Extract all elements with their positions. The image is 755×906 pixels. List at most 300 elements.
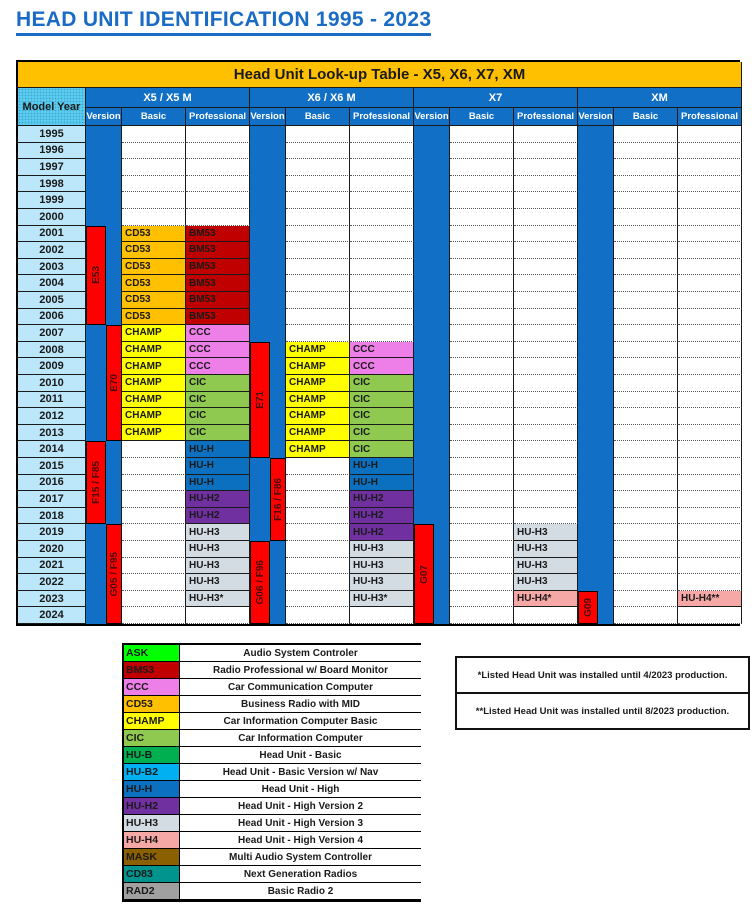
legend-swatch: HU-H2 xyxy=(124,798,180,815)
legend-description: Business Radio with MID xyxy=(180,696,421,713)
empty-cell xyxy=(514,209,578,226)
empty-cell xyxy=(614,574,678,591)
empty-cell xyxy=(678,524,742,541)
empty-cell xyxy=(450,159,514,176)
version-bar xyxy=(270,458,286,541)
unit-cell: HU-H xyxy=(186,458,250,475)
unit-cell: CHAMP xyxy=(286,441,350,458)
empty-cell xyxy=(514,226,578,243)
legend-swatch: HU-H3 xyxy=(124,815,180,832)
empty-cell xyxy=(678,458,742,475)
subheader-basic: Basic xyxy=(286,108,350,126)
empty-cell xyxy=(678,358,742,375)
empty-cell xyxy=(514,425,578,442)
unit-cell: CIC xyxy=(350,392,414,409)
empty-cell xyxy=(514,309,578,326)
legend-description: Head Unit - High Version 4 xyxy=(180,832,421,849)
unit-cell: CCC xyxy=(350,358,414,375)
unit-cell: BM53 xyxy=(186,309,250,326)
model-year-cell: 2001 xyxy=(18,226,86,243)
version-bar-label: G05 / F95 xyxy=(108,551,120,597)
model-year-cell: 2019 xyxy=(18,524,86,541)
empty-cell xyxy=(350,126,414,143)
version-bar-label: G07 xyxy=(418,564,430,584)
group-header-1: X5 / X5 M xyxy=(86,88,250,108)
unit-cell: CHAMP xyxy=(122,392,186,409)
legend-description: Next Generation Radios xyxy=(180,866,421,883)
version-bar xyxy=(250,541,270,624)
unit-cell: BM53 xyxy=(186,275,250,292)
empty-cell xyxy=(350,209,414,226)
group-header-3: X7 xyxy=(414,88,578,108)
empty-cell xyxy=(122,508,186,525)
legend-swatch: CCC xyxy=(124,679,180,696)
unit-cell: HU-H2 xyxy=(350,524,414,541)
unit-cell: CHAMP xyxy=(122,408,186,425)
model-year-cell: 2005 xyxy=(18,292,86,309)
empty-cell xyxy=(286,541,350,558)
empty-cell xyxy=(678,375,742,392)
empty-cell xyxy=(286,292,350,309)
empty-cell xyxy=(122,491,186,508)
empty-cell xyxy=(614,325,678,342)
unit-cell: CHAMP xyxy=(286,392,350,409)
empty-cell xyxy=(514,392,578,409)
empty-cell xyxy=(122,558,186,575)
empty-cell xyxy=(450,292,514,309)
unit-cell: CHAMP xyxy=(122,425,186,442)
table-title: Head Unit Look-up Table - X5, X6, X7, XM xyxy=(18,62,742,88)
empty-cell xyxy=(286,475,350,492)
empty-cell xyxy=(678,607,742,624)
unit-cell: HU-H3 xyxy=(514,541,578,558)
empty-cell xyxy=(614,143,678,160)
model-year-cell: 2024 xyxy=(18,607,86,624)
empty-cell xyxy=(122,591,186,608)
unit-cell: HU-H3 xyxy=(350,574,414,591)
empty-cell xyxy=(286,524,350,541)
version-bar-label: F16 / F86 xyxy=(272,478,284,521)
model-year-cell: 1996 xyxy=(18,143,86,160)
unit-cell: CCC xyxy=(186,358,250,375)
version-bar xyxy=(578,591,598,624)
empty-cell xyxy=(122,159,186,176)
model-year-cell: 2022 xyxy=(18,574,86,591)
empty-cell xyxy=(514,126,578,143)
empty-cell xyxy=(450,491,514,508)
empty-cell xyxy=(350,292,414,309)
empty-cell xyxy=(514,176,578,193)
empty-cell xyxy=(122,607,186,624)
empty-cell xyxy=(286,325,350,342)
empty-cell xyxy=(678,259,742,276)
unit-cell: CCC xyxy=(186,342,250,359)
unit-cell: CHAMP xyxy=(286,375,350,392)
empty-cell xyxy=(514,275,578,292)
empty-cell xyxy=(514,292,578,309)
unit-cell: HU-H2 xyxy=(186,491,250,508)
empty-cell xyxy=(450,375,514,392)
empty-cell xyxy=(286,126,350,143)
empty-cell xyxy=(678,242,742,259)
unit-cell: CIC xyxy=(350,408,414,425)
model-year-cell: 1997 xyxy=(18,159,86,176)
model-year-cell: 1995 xyxy=(18,126,86,143)
model-year-header: Model Year xyxy=(18,88,86,126)
unit-cell: HU-H3 xyxy=(350,541,414,558)
empty-cell xyxy=(286,574,350,591)
empty-cell xyxy=(286,226,350,243)
unit-cell: HU-H3 xyxy=(186,574,250,591)
empty-cell xyxy=(122,458,186,475)
empty-cell xyxy=(678,192,742,209)
unit-cell: CIC xyxy=(186,392,250,409)
version-bar-label: F15 / F85 xyxy=(90,461,102,505)
group-header-2: X6 / X6 M xyxy=(250,88,414,108)
version-column xyxy=(578,126,614,624)
empty-cell xyxy=(122,541,186,558)
model-year-cell: 2012 xyxy=(18,408,86,425)
empty-cell xyxy=(286,259,350,276)
empty-cell xyxy=(614,425,678,442)
empty-cell xyxy=(450,275,514,292)
empty-cell xyxy=(122,475,186,492)
unit-cell: HU-H3 xyxy=(186,524,250,541)
legend-description: Radio Professional w/ Board Monitor xyxy=(180,662,421,679)
empty-cell xyxy=(678,209,742,226)
legend-swatch: HU-B xyxy=(124,747,180,764)
empty-cell xyxy=(678,508,742,525)
model-year-cell: 2020 xyxy=(18,541,86,558)
empty-cell xyxy=(122,143,186,160)
unit-cell: BM53 xyxy=(186,226,250,243)
empty-cell xyxy=(614,159,678,176)
empty-cell xyxy=(614,375,678,392)
model-year-cell: 2021 xyxy=(18,558,86,575)
model-year-cell: 2018 xyxy=(18,508,86,525)
model-year-cell: 2008 xyxy=(18,342,86,359)
unit-cell: HU-H3 xyxy=(186,541,250,558)
unit-cell: CHAMP xyxy=(122,358,186,375)
unit-cell: HU-H2 xyxy=(350,491,414,508)
version-bar xyxy=(106,325,122,441)
unit-cell: HU-H xyxy=(350,475,414,492)
empty-cell xyxy=(350,143,414,160)
legend-swatch: CIC xyxy=(124,730,180,747)
model-year-cell: 2015 xyxy=(18,458,86,475)
empty-cell xyxy=(122,192,186,209)
empty-cell xyxy=(286,159,350,176)
empty-cell xyxy=(186,176,250,193)
empty-cell xyxy=(122,126,186,143)
subheader-basic: Basic xyxy=(614,108,678,126)
empty-cell xyxy=(614,541,678,558)
model-year-cell: 2007 xyxy=(18,325,86,342)
empty-cell xyxy=(514,375,578,392)
empty-cell xyxy=(122,176,186,193)
empty-cell xyxy=(350,242,414,259)
empty-cell xyxy=(450,242,514,259)
empty-cell xyxy=(614,209,678,226)
legend-swatch: CD83 xyxy=(124,866,180,883)
unit-cell: HU-H xyxy=(186,475,250,492)
empty-cell xyxy=(286,558,350,575)
unit-cell: CD53 xyxy=(122,309,186,326)
empty-cell xyxy=(450,226,514,243)
empty-cell xyxy=(450,392,514,409)
unit-cell: CHAMP xyxy=(286,408,350,425)
empty-cell xyxy=(614,259,678,276)
model-year-cell: 2017 xyxy=(18,491,86,508)
subheader-version: Version xyxy=(250,108,286,126)
unit-cell: CD53 xyxy=(122,242,186,259)
model-year-cell: 2006 xyxy=(18,309,86,326)
subheader-basic: Basic xyxy=(122,108,186,126)
empty-cell xyxy=(514,259,578,276)
empty-cell xyxy=(614,358,678,375)
empty-cell xyxy=(514,491,578,508)
unit-cell: CD53 xyxy=(122,226,186,243)
empty-cell xyxy=(614,558,678,575)
empty-cell xyxy=(678,275,742,292)
empty-cell xyxy=(614,192,678,209)
model-year-cell: 2000 xyxy=(18,209,86,226)
empty-cell xyxy=(678,325,742,342)
empty-cell xyxy=(450,342,514,359)
legend-description: Audio System Controler xyxy=(180,645,421,662)
model-year-cell: 2016 xyxy=(18,475,86,492)
head-unit-lookup-table xyxy=(16,60,740,626)
model-year-cell: 1999 xyxy=(18,192,86,209)
empty-cell xyxy=(122,524,186,541)
empty-cell xyxy=(450,358,514,375)
empty-cell xyxy=(350,259,414,276)
empty-cell xyxy=(186,192,250,209)
empty-cell xyxy=(678,226,742,243)
unit-cell: HU-H3 xyxy=(186,558,250,575)
version-bar-label: G06 / F96 xyxy=(254,560,266,605)
empty-cell xyxy=(614,226,678,243)
empty-cell xyxy=(614,392,678,409)
empty-cell xyxy=(678,143,742,160)
unit-cell: BM53 xyxy=(186,242,250,259)
empty-cell xyxy=(678,475,742,492)
empty-cell xyxy=(614,524,678,541)
empty-cell xyxy=(286,309,350,326)
unit-cell: HU-H xyxy=(350,458,414,475)
empty-cell xyxy=(350,159,414,176)
empty-cell xyxy=(186,607,250,624)
empty-cell xyxy=(614,458,678,475)
unit-cell: CHAMP xyxy=(286,358,350,375)
empty-cell xyxy=(678,441,742,458)
empty-cell xyxy=(350,275,414,292)
footnote-1: *Listed Head Unit was installed until 4/2023 production. xyxy=(455,656,750,694)
model-year-cell: 2010 xyxy=(18,375,86,392)
unit-cell: CHAMP xyxy=(286,342,350,359)
empty-cell xyxy=(514,458,578,475)
empty-cell xyxy=(286,591,350,608)
unit-cell: CCC xyxy=(350,342,414,359)
empty-cell xyxy=(514,325,578,342)
version-bar-label: E53 xyxy=(90,266,102,285)
empty-cell xyxy=(186,209,250,226)
unit-cell: BM53 xyxy=(186,259,250,276)
unit-cell: HU-H3 xyxy=(350,558,414,575)
unit-cell: CCC xyxy=(186,325,250,342)
subheader-version: Version xyxy=(414,108,450,126)
empty-cell xyxy=(286,176,350,193)
empty-cell xyxy=(614,591,678,608)
empty-cell xyxy=(350,192,414,209)
legend-swatch: CD53 xyxy=(124,696,180,713)
empty-cell xyxy=(678,392,742,409)
empty-cell xyxy=(186,143,250,160)
unit-cell: HU-H3 xyxy=(514,574,578,591)
legend-description: Basic Radio 2 xyxy=(180,883,421,900)
empty-cell xyxy=(350,226,414,243)
empty-cell xyxy=(286,275,350,292)
empty-cell xyxy=(450,508,514,525)
legend-swatch: HU-H xyxy=(124,781,180,798)
empty-cell xyxy=(614,275,678,292)
empty-cell xyxy=(450,176,514,193)
empty-cell xyxy=(186,126,250,143)
unit-cell: CIC xyxy=(186,408,250,425)
group-header-4: XM xyxy=(578,88,742,108)
empty-cell xyxy=(450,607,514,624)
version-bar xyxy=(86,226,106,326)
empty-cell xyxy=(514,358,578,375)
empty-cell xyxy=(286,458,350,475)
subheader-professional: Professional xyxy=(678,108,742,126)
empty-cell xyxy=(678,408,742,425)
model-year-cell: 1998 xyxy=(18,176,86,193)
empty-cell xyxy=(450,259,514,276)
unit-cell: CIC xyxy=(186,375,250,392)
empty-cell xyxy=(678,159,742,176)
footnote-2: **Listed Head Unit was installed until 8/2023 production. xyxy=(455,692,750,730)
empty-cell xyxy=(450,574,514,591)
legend-description: Head Unit - Basic xyxy=(180,747,421,764)
legend-swatch: RAD2 xyxy=(124,883,180,900)
empty-cell xyxy=(450,558,514,575)
legend-description: Car Information Computer xyxy=(180,730,421,747)
legend-swatch: HU-H4 xyxy=(124,832,180,849)
legend-swatch: ASK xyxy=(124,645,180,662)
version-bar-label: E71 xyxy=(254,391,266,409)
unit-cell: CHAMP xyxy=(286,425,350,442)
subheader-basic: Basic xyxy=(450,108,514,126)
empty-cell xyxy=(678,342,742,359)
version-bar-label: E70 xyxy=(108,374,120,393)
empty-cell xyxy=(122,441,186,458)
empty-cell xyxy=(286,491,350,508)
unit-cell: HU-H3 xyxy=(514,524,578,541)
empty-cell xyxy=(678,309,742,326)
empty-cell xyxy=(450,126,514,143)
empty-cell xyxy=(514,607,578,624)
empty-cell xyxy=(614,242,678,259)
empty-cell xyxy=(514,192,578,209)
empty-cell xyxy=(350,176,414,193)
empty-cell xyxy=(514,508,578,525)
unit-cell: HU-H2 xyxy=(186,508,250,525)
empty-cell xyxy=(450,408,514,425)
empty-cell xyxy=(614,408,678,425)
unit-cell: CIC xyxy=(350,425,414,442)
unit-cell: CHAMP xyxy=(122,325,186,342)
subheader-professional: Professional xyxy=(186,108,250,126)
page-title: HEAD UNIT IDENTIFICATION 1995 - 2023 xyxy=(16,8,431,36)
empty-cell xyxy=(614,309,678,326)
empty-cell xyxy=(514,408,578,425)
empty-cell xyxy=(614,607,678,624)
empty-cell xyxy=(286,508,350,525)
unit-cell: HU-H3* xyxy=(186,591,250,608)
empty-cell xyxy=(286,143,350,160)
empty-cell xyxy=(122,209,186,226)
empty-cell xyxy=(514,159,578,176)
empty-cell xyxy=(450,209,514,226)
empty-cell xyxy=(678,574,742,591)
model-year-cell: 2023 xyxy=(18,591,86,608)
model-year-cell: 2009 xyxy=(18,358,86,375)
legend-swatch: MASK xyxy=(124,849,180,866)
empty-cell xyxy=(678,176,742,193)
legend-description: Car Information Computer Basic xyxy=(180,713,421,730)
legend-description: Head Unit - High Version 3 xyxy=(180,815,421,832)
empty-cell xyxy=(450,541,514,558)
legend-table xyxy=(122,643,421,902)
empty-cell xyxy=(678,541,742,558)
empty-cell xyxy=(678,425,742,442)
empty-cell xyxy=(614,342,678,359)
empty-cell xyxy=(186,159,250,176)
unit-cell: CIC xyxy=(350,441,414,458)
model-year-cell: 2002 xyxy=(18,242,86,259)
empty-cell xyxy=(122,574,186,591)
empty-cell xyxy=(614,292,678,309)
model-year-cell: 2013 xyxy=(18,425,86,442)
empty-cell xyxy=(614,126,678,143)
version-bar xyxy=(106,524,122,624)
empty-cell xyxy=(514,441,578,458)
empty-cell xyxy=(514,143,578,160)
legend-description: Multi Audio System Controller xyxy=(180,849,421,866)
version-bar xyxy=(86,441,106,524)
subheader-professional: Professional xyxy=(514,108,578,126)
unit-cell: CHAMP xyxy=(122,342,186,359)
unit-cell: HU-H3 xyxy=(514,558,578,575)
unit-cell: CHAMP xyxy=(122,375,186,392)
empty-cell xyxy=(286,209,350,226)
empty-cell xyxy=(614,491,678,508)
version-bar-label: G09 xyxy=(582,597,594,617)
empty-cell xyxy=(450,524,514,541)
legend-description: Car Communication Computer xyxy=(180,679,421,696)
empty-cell xyxy=(450,475,514,492)
legend-description: Head Unit - High xyxy=(180,781,421,798)
empty-cell xyxy=(514,475,578,492)
empty-cell xyxy=(450,425,514,442)
empty-cell xyxy=(614,475,678,492)
unit-cell: HU-H4* xyxy=(514,591,578,608)
empty-cell xyxy=(678,491,742,508)
empty-cell xyxy=(450,441,514,458)
empty-cell xyxy=(450,143,514,160)
subheader-professional: Professional xyxy=(350,108,414,126)
